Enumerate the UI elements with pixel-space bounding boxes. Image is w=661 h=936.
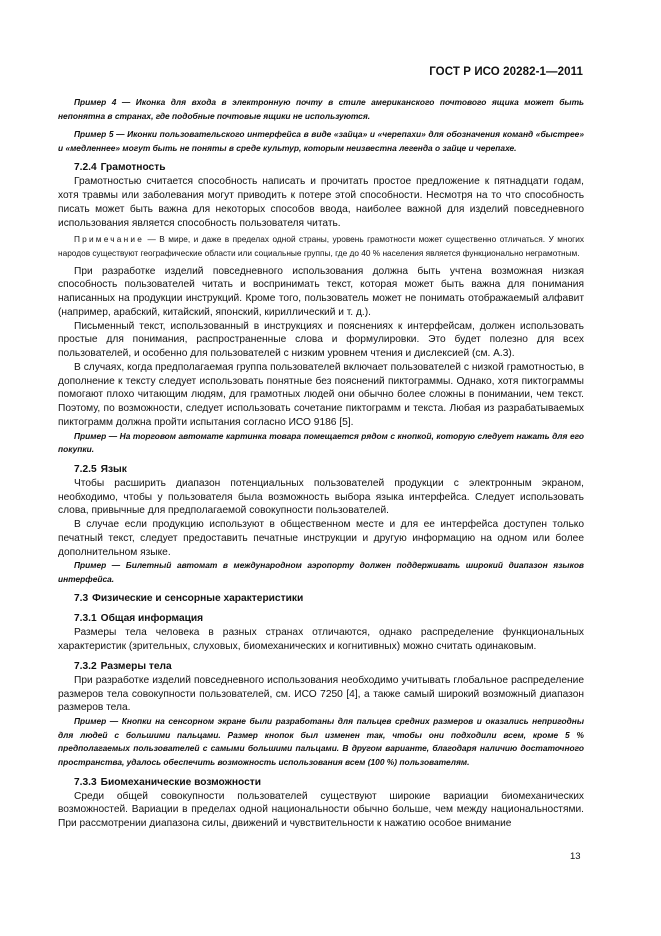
section-number: 7.3.2 [74, 660, 97, 672]
section-number: 7.2.4 [74, 162, 97, 174]
body-paragraph: При разработке изделий повседневного использования необходимо учитывать глобальное распределение размеров тела совокупности пользователей, см. ИСО 7250 [4], а также самый широкий возможный диапазон размеров тела. [58, 674, 584, 714]
example-paragraph: Пример — Кнопки на сенсорном экране были разработаны для пальцев средних размеров и оказались непригодны для людей с большими пальцами. Размер кнопок был изменен так, чтобы они подходили всем, кроме 5 % предполагаемых пользователей с самыми большими пальцами. В другом варианте, благодаря наличию достаточного пространства, удалось обеспечить возможность использования всем (100 %) пользователям. [58, 716, 584, 767]
section-number: 7.2.5 [74, 463, 97, 475]
body-paragraph: В случае если продукцию используют в общественном месте и для ее интерфейса доступен только печатный текст, следует предоставить печатные инструкции и другую информацию на одном или более дополнительном языке. [58, 519, 584, 558]
example-paragraph: Пример — Билетный автомат в международном аэропорту должен поддерживать широкий диапазон языков интерфейса. [58, 560, 584, 584]
section-number: 7.3.1 [74, 613, 97, 625]
note-paragraph [58, 233, 584, 260]
page-number: 13 [570, 851, 581, 862]
section-heading [58, 592, 584, 606]
example-paragraph: Пример 5 — Иконки пользовательского интерфейса в виде «зайца» и «черепахи» для обозначения команд «быстрее» и «медленнее» могут быть не поняты в среде культур, которым неизвестна легенда о зайце и черепахе. [58, 129, 584, 153]
section-title: Язык [100, 463, 127, 475]
section-title: Общая информация [100, 613, 204, 625]
page-body [58, 96, 584, 831]
body-paragraph: В случаях, когда предполагаемая группа пользователей включает пользователей с низкой грамотностью, в дополнение к тексту следует использовать понятные без пояснений пиктограммы. Однако, хотя пиктограммы помогают плохо читающим людям, для грамотных людей они обычно более сложны в понимании, чем текст. Поэтому, по возможности, следует использовать сочетание пиктограмм и текста. Любая из разрабатываемых пиктограмм должна пройти испытания согласно ИСО 9186 [5]. [58, 361, 584, 428]
section-heading [58, 776, 584, 790]
section-title: Биомеханические возможности [100, 776, 262, 788]
example-paragraph: Пример 4 — Иконка для входа в электронную почту в стиле американского почтового ящика может быть непонятна в странах, где подобные почтовые ящики не используются. [58, 97, 584, 121]
note-label: Примечание [74, 234, 145, 245]
section-number: 7.3 [74, 593, 89, 605]
section-title: Грамотность [100, 162, 166, 174]
example-paragraph: Пример — На торговом автомате картинка товара помещается рядом с кнопкой, которую следует нажать для его покупки. [58, 430, 584, 455]
body-paragraph: Грамотностью считается способность написать и прочитать простое предложение к пятнадцати годам, хотя травмы или заболевания могут приводить к потере этой способности. Несмотря на то что способность писать может быть важна для некоторых способов ввода, наиболее важной для изделий повседневного использования является способность пользователя читать. [58, 176, 584, 229]
section-heading [58, 612, 584, 626]
section-heading [58, 463, 584, 477]
section-heading [58, 660, 584, 674]
body-paragraph: Письменный текст, использованный в инструкциях и пояснениях к интерфейсам, должен использовать простые для понимания, распространенные слова и формулировки. Это будет полезно для всех пользователей, и особенно для пользователей с низким уровнем чтения и дислексией (см. А.3). [58, 320, 584, 360]
body-paragraph: Чтобы расширить диапазон потенциальных пользователей продукции с электронным экраном, необходимо, чтобы у пользователя была возможность выбора языка интерфейса. Следует использовать слова, привычные для предполагаемой совокупности пользователей. [58, 477, 584, 517]
section-title: Размеры тела [100, 660, 172, 672]
body-paragraph: Размеры тела человека в разных странах отличаются, однако распределение функциональных характеристик (зрительных, слуховых, биомеханических и когнитивных) можно считать одинаковым. [58, 627, 584, 653]
body-paragraph: Среди общей совокупности пользователей существуют широкие вариации биомеханических возможностей. Вариации в пределах одной национальности обычно больше, чем между национальностями. При рассмотрении диапазона силы, движений и чувствительности к нажатию особое внимание [58, 790, 584, 830]
note-text: — В мире, и даже в пределах одной страны, уровень грамотности может существенно отличаться. У многих народов существуют географические области или социальные группы, где до 40 % населения является функционально неграмотным. [58, 234, 584, 258]
section-number: 7.3.3 [74, 776, 97, 788]
body-paragraph: При разработке изделий повседневного использования должна быть учтена возможная низкая способность пользователей читать и воспринимать текст, которая может быть важна для понимания написанных на продукции инструкций. Кроме того, пользователь может не понимать отображаемый алфавит (например, арабский, китайский, японский, кириллический и т. д.). [58, 265, 584, 318]
document-code-header: ГОСТ Р ИСО 20282-1—2011 [429, 66, 583, 78]
section-heading [58, 161, 584, 175]
section-title: Физические и сенсорные характеристики [92, 593, 304, 605]
